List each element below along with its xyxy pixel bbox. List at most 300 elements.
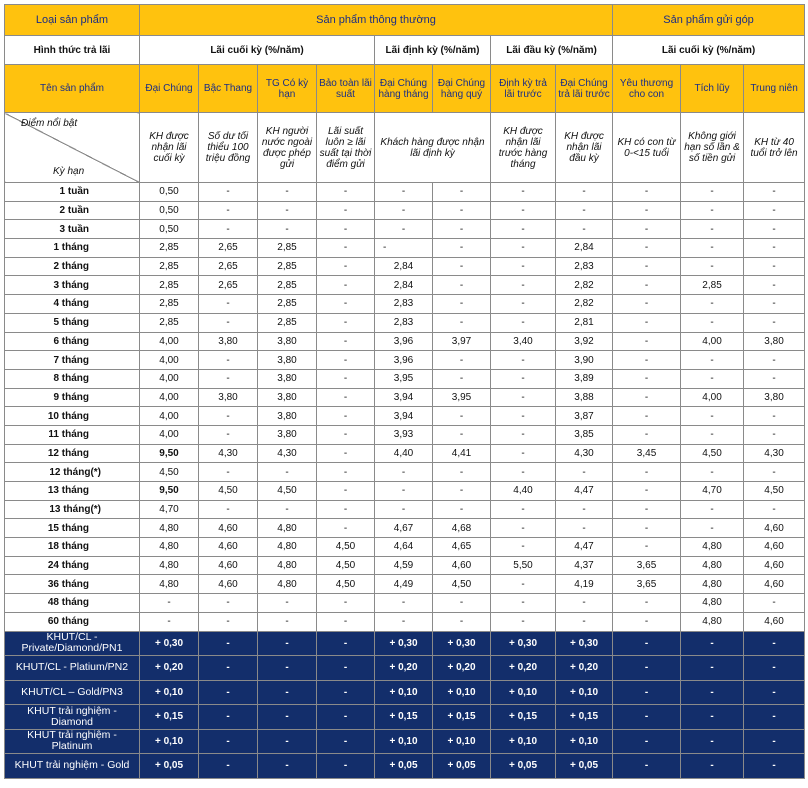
rate-cell: 4,60: [199, 556, 258, 575]
feature-cell-8: Không giới hạn số lần & số tiền gửi: [681, 113, 744, 183]
rate-cell: -: [613, 351, 681, 370]
rate-cell: -: [613, 388, 681, 407]
rate-cell: -: [140, 612, 199, 631]
rate-cell: -: [317, 500, 375, 519]
table-row: [5, 538, 805, 557]
rate-cell: -: [375, 239, 433, 258]
rate-cell: 4,60: [433, 556, 491, 575]
rate-cell: -: [433, 369, 491, 388]
rate-cell: -: [556, 201, 613, 220]
rate-cell: 4,47: [556, 482, 613, 501]
rate-cell: 9,50: [140, 444, 199, 463]
product-header-4: Đại Chúng hàng tháng: [375, 65, 433, 113]
rate-cell: -: [681, 239, 744, 258]
rate-cell: 4,50: [317, 538, 375, 557]
rate-cell: 3,80: [744, 388, 805, 407]
feature-cell-4: Khách hàng được nhận lãi định kỳ: [375, 113, 491, 183]
rate-cell: 3,80: [258, 425, 317, 444]
rate-cell: -: [433, 201, 491, 220]
rate-cell: 4,60: [744, 538, 805, 557]
rate-cell: 4,60: [744, 519, 805, 538]
rate-cell: -: [375, 220, 433, 239]
table-row: [5, 313, 805, 332]
rate-cell: -: [613, 313, 681, 332]
rate-cell: -: [317, 220, 375, 239]
bonus-cell: -: [317, 680, 375, 705]
rate-cell: 4,50: [140, 463, 199, 482]
table-row: [5, 220, 805, 239]
rate-cell: -: [317, 519, 375, 538]
rate-cell: -: [491, 201, 556, 220]
rate-cell: 3,80: [258, 388, 317, 407]
bonus-cell: + 0,20: [433, 656, 491, 681]
rate-cell: 2,85: [681, 276, 744, 295]
bonus-cell: -: [317, 656, 375, 681]
term-cell: 18 tháng: [5, 538, 140, 557]
rate-cell: -: [613, 295, 681, 314]
rate-cell: -: [258, 220, 317, 239]
rate-cell: 2,65: [199, 276, 258, 295]
term-cell: 10 tháng: [5, 407, 140, 426]
rate-cell: -: [744, 594, 805, 613]
table-row: [5, 201, 805, 220]
rate-cell: 4,30: [556, 444, 613, 463]
rate-cell: -: [491, 276, 556, 295]
rate-cell: -: [317, 369, 375, 388]
bonus-cell: + 0,20: [375, 656, 433, 681]
bonus-cell: -: [317, 729, 375, 754]
rate-cell: 4,64: [375, 538, 433, 557]
segment-cell: KHUT/CL – Gold/PN3: [5, 680, 140, 705]
bonus-cell: -: [681, 729, 744, 754]
rate-cell: 4,70: [140, 500, 199, 519]
rate-cell: 3,95: [375, 369, 433, 388]
table-row: [5, 482, 805, 501]
product-header-6: Định kỳ trả lãi trước: [491, 65, 556, 113]
table-row: [5, 500, 805, 519]
rate-cell: -: [681, 257, 744, 276]
rate-cell: -: [317, 612, 375, 631]
rate-cell: 2,83: [375, 295, 433, 314]
rate-cell: -: [199, 500, 258, 519]
rate-cell: 4,80: [140, 575, 199, 594]
rate-cell: -: [744, 239, 805, 258]
rate-cell: 3,95: [433, 388, 491, 407]
bonus-cell: -: [681, 754, 744, 779]
payment-form-label: Hình thức trả lãi: [5, 36, 140, 65]
rate-cell: 4,60: [199, 538, 258, 557]
rate-cell: -: [317, 295, 375, 314]
term-cell: 7 tháng: [5, 351, 140, 370]
rate-cell: -: [491, 594, 556, 613]
table-row: [5, 556, 805, 575]
product-header-10: Trung niên: [744, 65, 805, 113]
table-row: [5, 351, 805, 370]
table-row: [5, 463, 805, 482]
rate-cell: 4,70: [681, 482, 744, 501]
term-cell: 8 tháng: [5, 369, 140, 388]
bonus-cell: + 0,10: [491, 680, 556, 705]
rate-cell: -: [258, 183, 317, 202]
rate-cell: 3,94: [375, 407, 433, 426]
bonus-row: [5, 729, 805, 754]
rate-cell: -: [744, 295, 805, 314]
rate-cell: 2,85: [258, 313, 317, 332]
bonus-cell: + 0,10: [433, 680, 491, 705]
rate-cell: -: [433, 239, 491, 258]
rate-cell: -: [613, 201, 681, 220]
bonus-cell: -: [258, 754, 317, 779]
rate-cell: -: [199, 351, 258, 370]
rate-cell: 4,40: [491, 482, 556, 501]
rate-cell: -: [681, 220, 744, 239]
rate-cell: 3,80: [258, 332, 317, 351]
bonus-row: [5, 754, 805, 779]
term-label: Kỳ hạn: [53, 166, 85, 177]
bonus-cell: -: [317, 631, 375, 656]
rate-cell: -: [317, 183, 375, 202]
term-cell: 2 tháng: [5, 257, 140, 276]
rate-cell: -: [258, 500, 317, 519]
bonus-cell: + 0,20: [140, 656, 199, 681]
rate-cell: 2,82: [556, 276, 613, 295]
segment-cell: KHUT trải nghiệm - Gold: [5, 754, 140, 779]
product-header-2: TG Có kỳ hạn: [258, 65, 317, 113]
bonus-cell: -: [258, 656, 317, 681]
rate-cell: -: [433, 220, 491, 239]
bonus-cell: + 0,15: [140, 705, 199, 730]
bonus-cell: + 0,10: [375, 729, 433, 754]
term-cell: 6 tháng: [5, 332, 140, 351]
table-row: [5, 575, 805, 594]
rate-cell: -: [681, 519, 744, 538]
rate-cell: -: [681, 183, 744, 202]
product-header-3: Bảo toàn lãi suất: [317, 65, 375, 113]
rate-cell: 3,92: [556, 332, 613, 351]
term-cell: 11 tháng: [5, 425, 140, 444]
rate-cell: 4,80: [258, 575, 317, 594]
rate-cell: -: [317, 313, 375, 332]
table-row: [5, 239, 805, 258]
rate-cell: -: [491, 444, 556, 463]
rate-cell: 4,80: [681, 594, 744, 613]
rate-cell: 2,83: [556, 257, 613, 276]
rate-cell: -: [491, 425, 556, 444]
rate-cell: -: [613, 482, 681, 501]
rate-cell: 2,85: [140, 239, 199, 258]
rate-cell: 4,50: [317, 575, 375, 594]
rate-cell: 3,85: [556, 425, 613, 444]
bonus-cell: -: [613, 729, 681, 754]
rate-cell: -: [744, 276, 805, 295]
rate-cell: -: [433, 183, 491, 202]
segment-cell: KHUT/CL - Platium/PN2: [5, 656, 140, 681]
rate-cell: -: [613, 425, 681, 444]
rate-cell: 3,45: [613, 444, 681, 463]
accumulative-products-header: Sản phẩm gửi góp: [613, 5, 805, 36]
bonus-row: [5, 705, 805, 730]
rate-cell: 4,80: [140, 519, 199, 538]
rate-cell: -: [433, 463, 491, 482]
rate-cell: -: [744, 183, 805, 202]
bonus-cell: + 0,10: [140, 729, 199, 754]
term-cell: 60 tháng: [5, 612, 140, 631]
product-name-label: Tên sản phẩm: [5, 65, 140, 113]
bonus-cell: -: [613, 680, 681, 705]
bonus-cell: -: [199, 705, 258, 730]
rate-cell: 0,50: [140, 201, 199, 220]
segment-cell: KHUT trải nghiệm - Diamond: [5, 705, 140, 730]
rate-cell: 4,65: [433, 538, 491, 557]
rate-cell: -: [681, 295, 744, 314]
table-row: [5, 444, 805, 463]
rate-cell: 2,85: [140, 276, 199, 295]
interest-rate-table: [4, 4, 805, 779]
rate-cell: 4,00: [681, 332, 744, 351]
rate-cell: -: [744, 369, 805, 388]
rate-cell: 2,85: [140, 257, 199, 276]
bonus-cell: + 0,30: [375, 631, 433, 656]
rate-cell: 3,65: [613, 575, 681, 594]
rate-cell: -: [317, 444, 375, 463]
bonus-cell: + 0,20: [491, 656, 556, 681]
rate-cell: 4,80: [258, 538, 317, 557]
bonus-cell: + 0,05: [140, 754, 199, 779]
bonus-cell: -: [258, 705, 317, 730]
rate-cell: -: [317, 594, 375, 613]
bonus-cell: -: [258, 631, 317, 656]
rate-cell: -: [140, 594, 199, 613]
bonus-cell: -: [744, 754, 805, 779]
table-row: [5, 425, 805, 444]
rate-cell: -: [199, 220, 258, 239]
rate-cell: -: [433, 407, 491, 426]
rate-cell: 2,85: [140, 295, 199, 314]
bonus-cell: -: [681, 631, 744, 656]
rate-cell: 3,80: [744, 332, 805, 351]
rate-cell: 4,68: [433, 519, 491, 538]
rate-cell: -: [258, 201, 317, 220]
rate-cell: -: [613, 369, 681, 388]
term-cell: 2 tuần: [5, 201, 140, 220]
rate-cell: -: [258, 463, 317, 482]
table-row: [5, 519, 805, 538]
rate-cell: 4,00: [140, 388, 199, 407]
rate-cell: -: [375, 612, 433, 631]
bonus-cell: + 0,30: [491, 631, 556, 656]
bonus-cell: + 0,05: [375, 754, 433, 779]
feature-cell-7: KH có con từ 0-<15 tuổi: [613, 113, 681, 183]
bonus-cell: -: [744, 631, 805, 656]
bonus-cell: -: [317, 705, 375, 730]
bonus-cell: + 0,20: [556, 656, 613, 681]
bonus-row: [5, 631, 805, 656]
rate-cell: -: [744, 351, 805, 370]
rate-cell: -: [613, 183, 681, 202]
rate-cell: 4,80: [681, 612, 744, 631]
bonus-cell: + 0,05: [556, 754, 613, 779]
rate-cell: -: [491, 500, 556, 519]
rate-cell: 4,30: [258, 444, 317, 463]
bonus-cell: -: [258, 680, 317, 705]
rate-cell: -: [744, 425, 805, 444]
rate-cell: -: [681, 313, 744, 332]
end-of-term-header: Lãi cuối kỳ (%/năm): [140, 36, 375, 65]
rate-cell: 3,65: [613, 556, 681, 575]
rate-cell: 3,87: [556, 407, 613, 426]
rate-cell: -: [491, 369, 556, 388]
rate-cell: -: [199, 183, 258, 202]
bonus-cell: + 0,30: [140, 631, 199, 656]
rate-cell: 3,89: [556, 369, 613, 388]
rate-cell: 4,50: [199, 482, 258, 501]
bonus-cell: + 0,30: [556, 631, 613, 656]
bonus-row: [5, 656, 805, 681]
rate-cell: 4,49: [375, 575, 433, 594]
bonus-cell: + 0,30: [433, 631, 491, 656]
rate-cell: 4,50: [258, 482, 317, 501]
term-cell: 13 tháng: [5, 482, 140, 501]
bonus-cell: + 0,10: [556, 729, 613, 754]
rate-cell: 4,00: [140, 351, 199, 370]
term-cell: 9 tháng: [5, 388, 140, 407]
rate-cell: 3,94: [375, 388, 433, 407]
rate-cell: -: [491, 388, 556, 407]
rate-cell: 4,50: [681, 444, 744, 463]
rate-cell: 2,84: [556, 239, 613, 258]
rate-cell: -: [744, 220, 805, 239]
term-cell: 1 tuần: [5, 183, 140, 202]
rate-cell: -: [491, 351, 556, 370]
term-cell: 5 tháng: [5, 313, 140, 332]
bonus-cell: -: [258, 729, 317, 754]
bonus-cell: -: [681, 680, 744, 705]
rate-cell: 2,85: [258, 276, 317, 295]
rate-cell: -: [744, 463, 805, 482]
rate-cell: 3,80: [258, 351, 317, 370]
bonus-cell: + 0,15: [556, 705, 613, 730]
rate-cell: 4,40: [375, 444, 433, 463]
rate-cell: 3,90: [556, 351, 613, 370]
rate-cell: 4,00: [140, 369, 199, 388]
rate-cell: -: [199, 594, 258, 613]
rate-cell: -: [613, 500, 681, 519]
product-header-7: Đại Chúng trả lãi trước: [556, 65, 613, 113]
rate-cell: -: [613, 407, 681, 426]
bonus-cell: -: [744, 656, 805, 681]
rate-cell: -: [613, 538, 681, 557]
rate-cell: 4,37: [556, 556, 613, 575]
feature-cell-3: Lãi suất luôn ≥ lãi suất tại thời điểm gửi: [317, 113, 375, 183]
rate-cell: 2,84: [375, 276, 433, 295]
rate-cell: -: [491, 538, 556, 557]
term-cell: 1 tháng: [5, 239, 140, 258]
rate-cell: -: [433, 482, 491, 501]
rate-cell: -: [556, 519, 613, 538]
rate-cell: -: [556, 612, 613, 631]
rate-cell: 4,60: [744, 556, 805, 575]
rate-cell: -: [556, 463, 613, 482]
rate-cell: 4,80: [258, 519, 317, 538]
term-cell: 12 tháng: [5, 444, 140, 463]
table-row: [5, 276, 805, 295]
bonus-cell: + 0,10: [375, 680, 433, 705]
highlight-label: Điểm nổi bật: [21, 118, 78, 129]
product-header-0: Đại Chúng: [140, 65, 199, 113]
term-cell: 12 tháng(*): [5, 463, 140, 482]
rate-cell: -: [199, 313, 258, 332]
bonus-cell: + 0,10: [433, 729, 491, 754]
accumulative-end-of-term-header: Lãi cuối kỳ (%/năm): [613, 36, 805, 65]
rate-cell: 4,60: [744, 575, 805, 594]
feature-cell-1: Số dư tối thiểu 100 triệu đồng: [199, 113, 258, 183]
table-row: [5, 594, 805, 613]
segment-cell: KHUT trải nghiệm - Platinum: [5, 729, 140, 754]
rate-cell: -: [433, 500, 491, 519]
rate-cell: -: [199, 612, 258, 631]
rate-cell: -: [375, 594, 433, 613]
rate-cell: 4,80: [258, 556, 317, 575]
bonus-cell: -: [199, 680, 258, 705]
rate-cell: -: [433, 313, 491, 332]
rate-cell: -: [375, 500, 433, 519]
rate-cell: -: [744, 407, 805, 426]
rate-cell: -: [317, 425, 375, 444]
rate-cell: -: [317, 407, 375, 426]
table-row: [5, 388, 805, 407]
rate-cell: -: [744, 201, 805, 220]
feature-cell-2: KH người nước ngoài được phép gửi: [258, 113, 317, 183]
normal-products-header: Sản phẩm thông thường: [140, 5, 613, 36]
rate-cell: -: [681, 463, 744, 482]
rate-cell: 2,85: [258, 239, 317, 258]
feature-cell-0: KH được nhận lãi cuối kỳ: [140, 113, 199, 183]
feature-cell-5: KH được nhận lãi trước hàng tháng: [491, 113, 556, 183]
term-cell: 48 tháng: [5, 594, 140, 613]
rate-cell: -: [375, 183, 433, 202]
term-cell: 4 tháng: [5, 295, 140, 314]
rate-cell: -: [491, 575, 556, 594]
rate-cell: -: [613, 463, 681, 482]
bonus-cell: + 0,15: [491, 705, 556, 730]
product-header-8: Yêu thương cho con: [613, 65, 681, 113]
bonus-row: [5, 680, 805, 705]
rate-cell: -: [491, 220, 556, 239]
rate-cell: -: [744, 313, 805, 332]
rate-cell: 4,00: [140, 332, 199, 351]
rate-cell: -: [433, 425, 491, 444]
rate-cell: -: [433, 612, 491, 631]
bonus-cell: + 0,15: [375, 705, 433, 730]
periodic-header: Lãi định kỳ (%/năm): [375, 36, 491, 65]
product-header-5: Đại Chúng hàng quý: [433, 65, 491, 113]
bonus-cell: + 0,10: [556, 680, 613, 705]
rate-cell: -: [258, 612, 317, 631]
rate-cell: -: [613, 276, 681, 295]
rate-cell: -: [317, 257, 375, 276]
rate-cell: 2,84: [375, 257, 433, 276]
bonus-cell: -: [744, 680, 805, 705]
rate-cell: -: [317, 351, 375, 370]
rate-cell: -: [433, 594, 491, 613]
rate-cell: -: [375, 463, 433, 482]
rate-cell: 4,80: [681, 556, 744, 575]
bonus-cell: + 0,15: [433, 705, 491, 730]
rate-cell: -: [491, 612, 556, 631]
rate-cell: 4,80: [681, 575, 744, 594]
bonus-cell: -: [613, 754, 681, 779]
rate-cell: -: [375, 201, 433, 220]
